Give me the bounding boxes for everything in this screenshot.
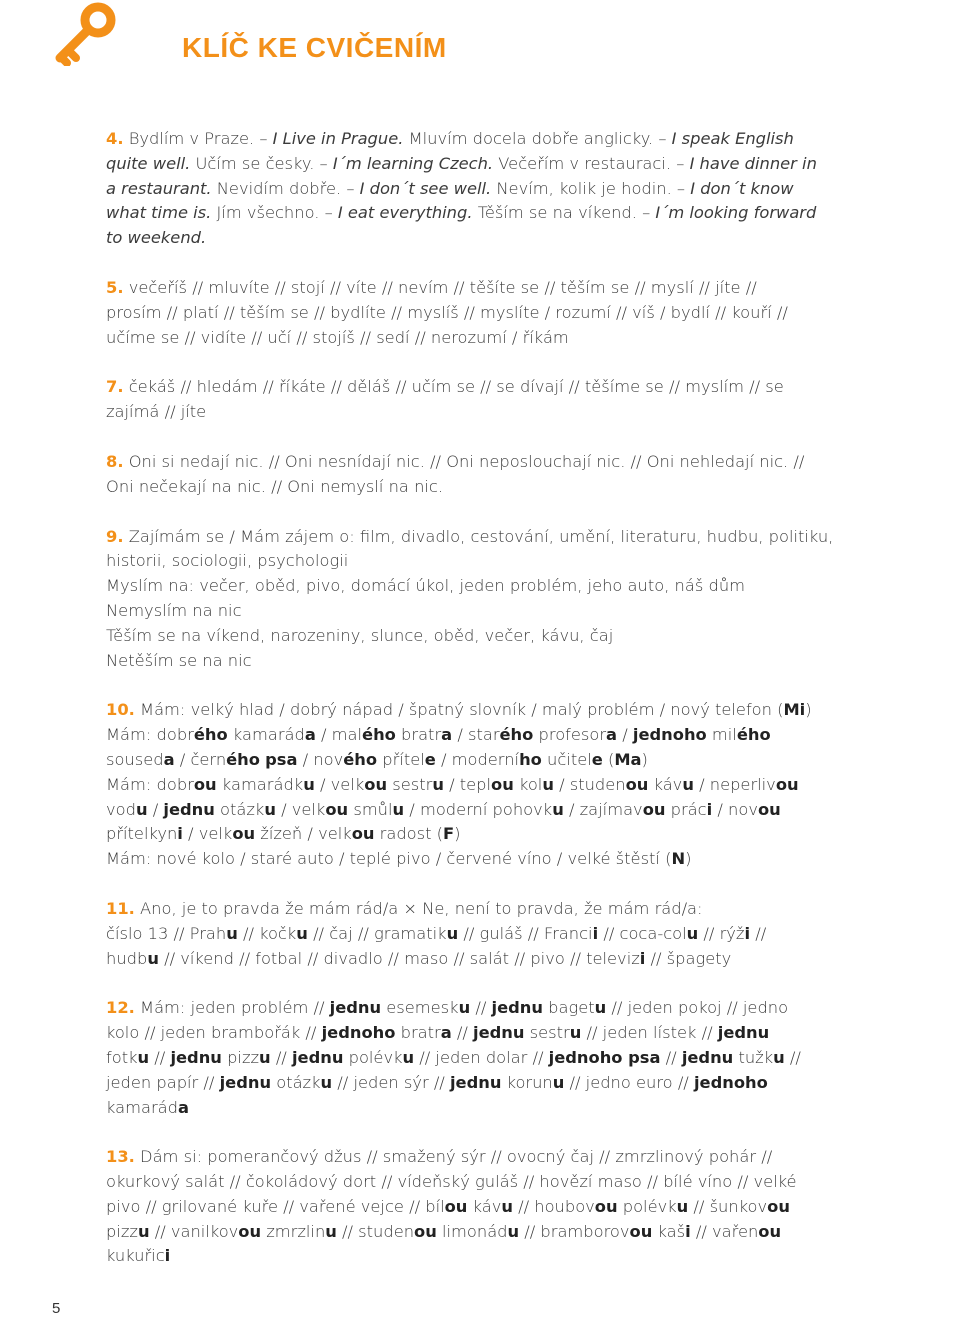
- exercise-number: 8.: [106, 451, 124, 471]
- exercise-8-line-1: 8. Oni si nedají nic. // Oni nesnídají nic. // Oni neposlouchají nic. // Oni nehledají nic. //: [106, 451, 805, 471]
- exercise-9-line-6: Netěším se na nic: [106, 650, 252, 670]
- answer-key-content: [106, 127, 862, 1294]
- exercise-5-line-2: prosím // platí // těším se // bydlíte // myslíš // myslíte / rozumí // víš / bydlí // kouří //: [106, 302, 788, 322]
- exercise-12-line-1: 12. Mám: jeden problém // jednu esemesku // jednu bagetu // jeden pokoj // jedno: [106, 998, 789, 1018]
- exercise-7: [106, 375, 862, 425]
- exercise-5-line-1: 5. večeříš // mluvíte // stojí // víte // nevím // těšíte se // těším se // myslí // jíte //: [106, 277, 757, 297]
- exercise-10-line-3: souseda / černého psa / nového přítele / moderního učitele (Ma): [106, 749, 648, 769]
- exercise-9-line-1: 9. Zajímám se / Mám zájem o: film, divadlo, cestování, umění, literaturu, hudbu, politiku,: [106, 526, 834, 546]
- exercise-10-line-4: Mám: dobrou kamarádku / velkou sestru / teplou kolu / studenou kávu / neperlivou: [106, 774, 799, 794]
- exercise-10: [106, 698, 862, 872]
- exercise-13: [106, 1145, 862, 1269]
- exercise-4-line-4: what time is. Jím všechno. – I eat everything. Těším se na víkend. – I´m looking forward: [106, 203, 817, 223]
- exercise-10-line-2: Mám: dobrého kamaráda / malého bratra / starého profesora / jednoho milého: [106, 725, 771, 745]
- exercise-number: 7.: [106, 377, 124, 397]
- exercise-number: 10.: [106, 700, 135, 720]
- exercise-13-line-5: kukuřici: [106, 1246, 171, 1266]
- exercise-number: 9.: [106, 526, 124, 546]
- exercise-12: [106, 996, 862, 1120]
- exercise-11-line-1: 11. Ano, je to pravda že mám rád/a × Ne, není to pravda, že mám rád/a:: [106, 898, 703, 918]
- exercise-13-line-4: pizzu // vanilkovou zmrzlinu // studenou limonádu // bramborovou kaši // vařenou: [106, 1221, 782, 1241]
- exercise-number: 11.: [106, 898, 135, 918]
- exercise-4-line-1: 4. Bydlím v Praze. – I Live in Prague. Mluvím docela dobře anglicky. – I speak English: [106, 129, 794, 148]
- page-title: KLÍČ KE CVIČENÍM: [182, 32, 447, 63]
- key-icon: [48, 0, 118, 66]
- exercise-11: [106, 897, 862, 971]
- exercise-10-line-5: vodu / jednu otázku / velkou smůlu / moderní pohovku / zajímavou práci / novou: [106, 799, 781, 819]
- exercise-7-line-1: 7. čekáš // hledám // říkáte // děláš // učím se // se dívají // těšíme se // myslím // se: [106, 377, 784, 397]
- exercise-12-line-4: jeden papír // jednu otázku // jeden sýr // jednu korunu // jedno euro // jednoho: [106, 1072, 768, 1092]
- exercise-7-line-2: zajímá // jíte: [106, 402, 207, 422]
- exercise-number: 12.: [106, 998, 135, 1018]
- exercise-4-line-2: quite well. Učím se česky. – I´m learning Czech. Večeřím v restauraci. – I have dinner in: [106, 153, 817, 173]
- exercise-13-line-3: pivo // grilované kuře // vařené vejce // bílou kávu // houbovou polévku // šunkovou: [106, 1196, 790, 1216]
- exercise-4-line-5: to weekend.: [106, 228, 207, 248]
- exercise-5-line-3: učíme se // vidíte // učí // stojíš // sedí // nerozumí / říkám: [106, 327, 569, 347]
- exercise-9-line-2: historii, sociologii, psychologii: [106, 551, 349, 571]
- exercise-10-line-1: 10. Mám: velký hlad / dobrý nápad / špatný slovník / malý problém / nový telefon (Mi): [106, 700, 812, 720]
- exercise-10-line-7: Mám: nové kolo / staré auto / teplé pivo / červené víno / velké štěstí (N): [106, 849, 692, 869]
- page-number: 5: [52, 1300, 61, 1317]
- exercise-number: 13.: [106, 1147, 135, 1167]
- exercise-9: [106, 525, 862, 674]
- exercise-4-line-3: a restaurant. Nevidím dobře. – I don´t see well. Nevím, kolik je hodin. – I don´t know: [106, 178, 794, 198]
- exercise-11-line-2: číslo 13 // Prahu // kočku // čaj // gramatiku // guláš // Francii // coca-colu // rýži //: [106, 923, 767, 943]
- exercise-4: [106, 127, 862, 251]
- exercise-5: [106, 276, 862, 350]
- exercise-13-line-2: okurkový salát // čokoládový dort // vídeňský guláš // hovězí maso // bílé víno // velké: [106, 1172, 797, 1192]
- exercise-8-line-2: Oni nečekají na nic. // Oni nemyslí na nic.: [106, 476, 444, 496]
- exercise-12-line-3: fotku // jednu pizzu // jednu polévku // jeden dolar // jednoho psa // jednu tužku //: [106, 1047, 801, 1067]
- exercise-10-line-6: přítelkyni / velkou žízeň / velkou radost (F): [106, 824, 461, 844]
- exercise-number: 5.: [106, 277, 124, 297]
- exercise-11-line-3: hudbu // víkend // fotbal // divadlo // maso // salát // pivo // televizi // špagety: [106, 948, 732, 968]
- exercise-number: 4.: [106, 129, 124, 148]
- exercise-12-line-2: kolo // jeden brambořák // jednoho bratra // jednu sestru // jeden lístek // jednu: [106, 1023, 770, 1043]
- exercise-8: [106, 450, 862, 500]
- exercise-12-line-5: kamaráda: [106, 1097, 189, 1117]
- exercise-9-line-3: Myslím na: večer, oběd, pivo, domácí úkol, jeden problém, jeho auto, náš dům: [106, 576, 746, 596]
- exercise-9-line-5: Těším se na víkend, narozeniny, slunce, oběd, večer, kávu, čaj: [106, 625, 614, 645]
- exercise-9-line-4: Nemyslím na nic: [106, 600, 242, 620]
- exercise-13-line-1: 13. Dám si: pomerančový džus // smažený sýr // ovocný čaj // zmrzlinový pohár //: [106, 1147, 773, 1167]
